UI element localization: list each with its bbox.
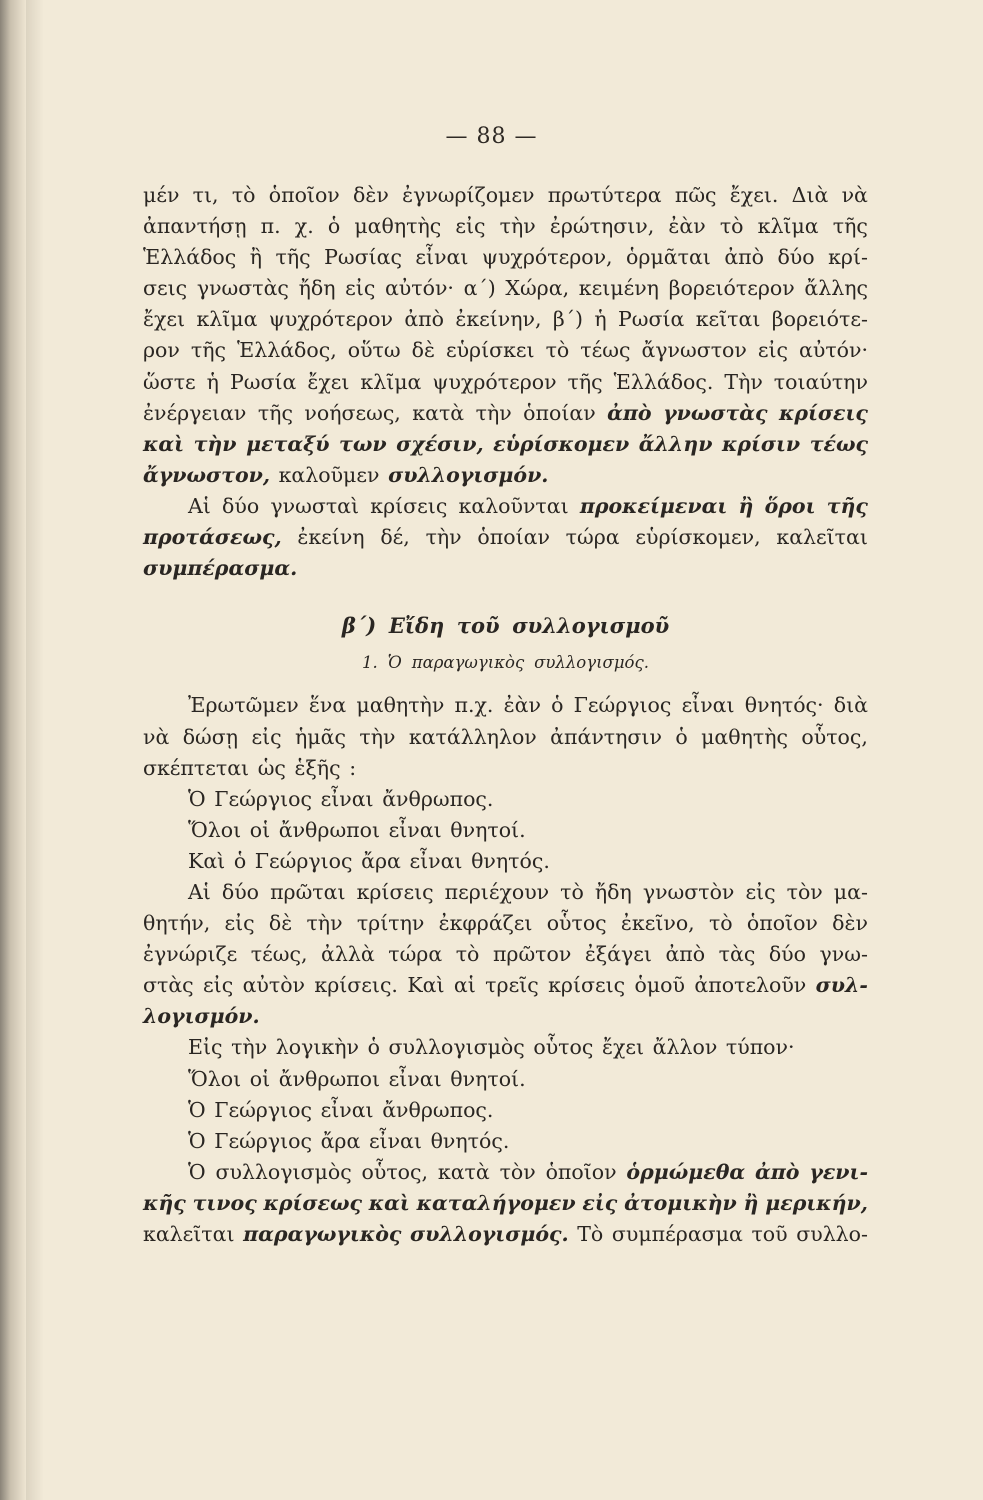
- word: οἱ: [249, 1066, 271, 1091]
- word: ἤδη: [594, 879, 632, 904]
- word: ἐκείνην,: [455, 307, 542, 332]
- word: οὗτος: [546, 911, 607, 936]
- word: β΄): [341, 613, 377, 639]
- word: ἄνθρωπος.: [382, 786, 494, 811]
- word: τὸ: [231, 183, 256, 207]
- word: Ὁ: [188, 1097, 206, 1122]
- emphasized-word: κρίσεις: [779, 400, 868, 425]
- word: ἄνθρωποι: [278, 817, 381, 842]
- text-line: [143, 970, 868, 1001]
- text-line: [143, 1001, 868, 1032]
- emphasized-word: καὶ: [368, 1190, 410, 1215]
- word: εἶναι: [681, 693, 735, 718]
- subsection-heading: [143, 647, 868, 678]
- word: γνωσταὶ: [270, 493, 360, 518]
- word: Τὴν: [724, 369, 763, 394]
- word: οὗτος,: [361, 1159, 429, 1184]
- emphasized-word: ἄλλην: [638, 431, 713, 456]
- word: τὴν: [306, 911, 343, 936]
- word: συλλογισμοῦ: [512, 613, 670, 639]
- word: τρίτην: [356, 911, 425, 936]
- word: κειμένη: [578, 276, 659, 301]
- word: τὴν: [359, 724, 396, 749]
- emphasized-word: ὁρμώμεθα: [626, 1159, 746, 1184]
- book-spine-shadow: [0, 0, 26, 1500]
- word: παραγωγικὸς: [411, 653, 525, 673]
- word: Ρωσία: [617, 307, 685, 332]
- text-line: [143, 1032, 868, 1063]
- word: μα-: [833, 879, 868, 904]
- word: τώρα: [565, 525, 620, 550]
- word: ἐκείνη: [297, 525, 365, 550]
- word: εὑρίσκει: [445, 338, 535, 363]
- word: γνωστὰς: [196, 276, 289, 301]
- word: ὁρμᾶται: [626, 245, 711, 270]
- word: εἶναι: [320, 1097, 374, 1122]
- text-line: [143, 335, 868, 366]
- word: Ὅλοι: [188, 817, 242, 842]
- text-line: [143, 690, 868, 721]
- word: Γεώργιος: [573, 693, 672, 718]
- word: μαθητὴς: [354, 214, 442, 239]
- word: κατὰ: [412, 400, 465, 425]
- emphasized-word: λογισμόν.: [143, 1004, 260, 1029]
- word: Ἐρωτῶμεν: [188, 693, 299, 718]
- word: Ἑλλάδος.: [613, 369, 714, 394]
- word: δέ,: [380, 525, 410, 550]
- word: δύο: [221, 879, 260, 904]
- word: αἱ: [453, 973, 476, 998]
- word: ἐγνώριζε: [143, 942, 238, 967]
- word: τὴν: [475, 400, 512, 425]
- word: Ρωσίας: [324, 245, 402, 270]
- word: κλῖμα: [196, 307, 258, 332]
- text-line: [143, 1064, 868, 1095]
- emphasized-word: προτάσεως,: [143, 525, 282, 550]
- emphasized-word: τῆς: [826, 493, 868, 518]
- word: ὡς: [257, 755, 286, 780]
- word: π.: [260, 214, 281, 239]
- word: γνω-: [819, 942, 868, 967]
- word: Ρωσία: [229, 369, 297, 394]
- word: ψυχρότερον: [268, 307, 393, 332]
- emphasized-word: ἢ: [738, 493, 754, 518]
- word: εἰς: [203, 973, 234, 998]
- word: θητήν,: [143, 911, 211, 936]
- word: ἀποτελοῦν: [694, 973, 807, 998]
- text-line: [143, 429, 868, 460]
- word: τέως,: [250, 942, 308, 967]
- word: Καὶ: [407, 973, 445, 998]
- word: ὁ: [675, 724, 688, 749]
- word: πρῶται: [270, 879, 346, 904]
- word: ἀπάντησιν: [550, 724, 662, 749]
- word: Καὶ: [188, 848, 226, 873]
- word: εἶναι: [388, 817, 442, 842]
- word: ἄνθρωπος.: [382, 1097, 494, 1122]
- word: τὸ: [560, 879, 584, 904]
- emphasized-word: συλ-: [815, 973, 868, 998]
- word: ἔχει.: [729, 183, 779, 207]
- word: β΄): [552, 307, 583, 332]
- word: ὁποίαν: [523, 400, 596, 425]
- word: ἡμᾶς: [295, 724, 346, 749]
- word: κεῖται: [695, 307, 761, 332]
- word: εὑρίσκομεν,: [635, 525, 761, 550]
- word: 1.: [362, 653, 378, 673]
- word: γνωστὸν: [642, 879, 735, 904]
- word: κρίσεις: [370, 493, 448, 518]
- text-line: [143, 1188, 868, 1219]
- word: μέν: [143, 183, 180, 207]
- word: Γεώργιος: [214, 1128, 312, 1153]
- word: ψυχρότερον,: [481, 245, 613, 270]
- word: ἄλλον: [652, 1035, 718, 1060]
- word: Αἱ: [188, 879, 211, 904]
- word: νὰ: [143, 724, 170, 749]
- text-line: [143, 180, 868, 211]
- word: τὸ: [708, 911, 733, 936]
- emphasized-word: κρίσεως: [263, 1190, 362, 1215]
- text-line: [143, 242, 868, 273]
- word: τῆς: [567, 369, 603, 394]
- word: τι,: [192, 183, 219, 207]
- word: π.χ.: [454, 693, 494, 718]
- word: κρίσεις: [356, 879, 434, 904]
- word: χ.: [294, 214, 314, 239]
- emphasized-word: εἰς: [582, 1190, 618, 1215]
- word: αὐτόν·: [384, 276, 454, 301]
- word: ὁποῖον: [545, 1159, 617, 1184]
- word: τύπον·: [725, 1035, 795, 1060]
- word: τῆς: [257, 400, 293, 425]
- text-line: [143, 460, 868, 491]
- text-line: [143, 908, 868, 939]
- text-line: [143, 815, 868, 846]
- text-line: [143, 273, 868, 304]
- word: αὐτὸν: [242, 973, 306, 998]
- emphasized-word: γνωστὰς: [663, 400, 768, 425]
- text-line: [143, 1126, 868, 1157]
- word: ἀλλὰ: [321, 942, 375, 967]
- word: συμπέρασμα: [611, 1222, 743, 1246]
- emphasized-word: ἀτομικὴν: [624, 1190, 737, 1215]
- word: εἶναι: [409, 848, 463, 873]
- word: οὕτω: [347, 338, 401, 363]
- word: ἔχει: [601, 1035, 645, 1060]
- word: συλλογισμὸς: [215, 1159, 352, 1184]
- word: εἰς: [251, 724, 282, 749]
- word: τῆς: [275, 245, 311, 270]
- emphasized-word: των: [339, 431, 387, 456]
- word: Ἑλλάδος,: [236, 338, 337, 363]
- word: ἔχει: [307, 369, 350, 394]
- emphasized-word: κρίσιν: [721, 431, 801, 456]
- word: εἶναι: [415, 245, 469, 270]
- word: σεις: [143, 276, 188, 301]
- word: θνητοί.: [450, 1066, 526, 1091]
- word: συλλογισμὸς: [388, 1035, 525, 1060]
- word: κατὰ: [437, 1159, 490, 1184]
- word: τώρα: [388, 942, 443, 967]
- word: τοιαύτην: [773, 369, 868, 394]
- word: καλοῦμεν: [278, 462, 380, 487]
- section-heading: [143, 610, 868, 641]
- word: ἐξάγει: [584, 942, 652, 967]
- text-line: [143, 1219, 868, 1250]
- text-line: [143, 491, 868, 522]
- word: τὴν: [425, 525, 462, 550]
- word: δύο: [222, 493, 260, 518]
- word: συλλογισμός.: [534, 653, 649, 673]
- word: ἐκφράζει: [438, 911, 533, 936]
- word: Γεώργιος: [214, 1097, 312, 1122]
- word: ὁ: [551, 693, 564, 718]
- word: τὴν: [499, 214, 536, 239]
- emphasized-word: παραγωγικὸς: [243, 1222, 402, 1246]
- word: εἶναι: [368, 1128, 422, 1153]
- text-line: [143, 1095, 868, 1126]
- word: Διὰ: [791, 183, 829, 207]
- word: κρίσεις: [548, 973, 626, 998]
- word: ἢ: [249, 245, 263, 270]
- word: τὸν: [499, 1159, 536, 1184]
- word: τὸ: [545, 338, 570, 363]
- text-line: [143, 522, 868, 553]
- word: εἶναι: [388, 1066, 442, 1091]
- text-line: [143, 367, 868, 398]
- word: τρεῖς: [485, 973, 539, 998]
- text-line: [143, 877, 868, 908]
- word: θνητός·: [744, 693, 824, 718]
- emphasized-word: τέως: [809, 431, 868, 456]
- word: ἤδη: [298, 276, 336, 301]
- word: :: [349, 755, 357, 780]
- word: κρί-: [828, 245, 868, 270]
- text-line: [143, 553, 868, 584]
- word: Ὁ: [188, 786, 206, 811]
- word: εἰς: [757, 338, 789, 363]
- word: εἰς: [224, 911, 255, 936]
- body-text: [143, 180, 868, 1250]
- text-line: [143, 398, 868, 429]
- text-line: [143, 784, 868, 815]
- word: ὁ: [233, 848, 247, 873]
- word: θνητός.: [471, 848, 550, 873]
- gutter-shadow: [26, 0, 44, 1500]
- word: κατάλληλον: [408, 724, 537, 749]
- word: βορειότερον: [668, 276, 795, 301]
- word: πρωτύτερα: [547, 183, 662, 207]
- emphasized-word: ὅροι: [764, 493, 816, 518]
- word: στὰς: [143, 973, 194, 998]
- word: μαθητὴς: [701, 724, 788, 749]
- emphasized-word: ἢ: [743, 1190, 759, 1215]
- word: Ὁ: [387, 653, 402, 673]
- word: κρίσεις.: [314, 973, 398, 998]
- word: τοῦ: [751, 1222, 788, 1246]
- word: α΄): [463, 276, 496, 301]
- word: Ὁ: [188, 1159, 206, 1184]
- word: τὸ: [455, 942, 480, 967]
- word: ἡ: [206, 369, 219, 394]
- word: ὁμοῦ: [634, 973, 685, 998]
- word: εἰς: [455, 214, 486, 239]
- word: εἰς: [345, 276, 376, 301]
- word: ἄγνωστον: [641, 338, 747, 363]
- word: δύο: [777, 245, 815, 270]
- emphasized-word: καὶ: [143, 431, 185, 456]
- word: αὐτόν·: [799, 338, 868, 363]
- word: ἐκεῖνο,: [620, 911, 695, 936]
- emphasized-word: ἀπὸ: [755, 1159, 800, 1184]
- word: πῶς: [674, 183, 717, 207]
- line-spacer: [143, 584, 868, 610]
- word: ἀπαντήσῃ: [143, 214, 247, 239]
- word: Γεώργιος: [254, 848, 353, 873]
- word: περιέχουν: [444, 879, 550, 904]
- word: Τὸ: [577, 1222, 604, 1246]
- emphasized-word: σχέσιν,: [396, 431, 484, 456]
- word: θνητοί.: [450, 817, 526, 842]
- word: ἡ: [594, 307, 607, 332]
- word: σκέπτεται: [143, 755, 250, 780]
- emphasized-word: προκείμεναι: [579, 493, 728, 518]
- word: νὰ: [841, 183, 868, 207]
- word: ἑξῆς: [294, 755, 341, 780]
- word: ὁ: [367, 1035, 380, 1060]
- word: ρον: [143, 338, 180, 363]
- word: δὲ: [411, 338, 435, 363]
- text-line: [143, 846, 868, 877]
- word: ἄλλης: [804, 276, 868, 301]
- word: Γεώργιος: [214, 786, 312, 811]
- text-line: [143, 1157, 868, 1188]
- page-number: — 88 —: [445, 124, 538, 149]
- word: τῆς: [190, 338, 226, 363]
- word: θνητός.: [430, 1128, 510, 1153]
- word: τῆς: [832, 214, 868, 239]
- word: νοήσεως,: [304, 400, 401, 425]
- word: δὲ: [268, 911, 293, 936]
- word: ἀπὸ: [404, 307, 444, 332]
- word: βορειότε-: [771, 307, 868, 332]
- word: Αἱ: [188, 493, 211, 518]
- word: τέως: [580, 338, 631, 363]
- word: Ὁ: [188, 1128, 206, 1153]
- emphasized-word: τὴν: [193, 431, 237, 456]
- word: καλεῖται: [776, 525, 868, 550]
- emphasized-word: τινος: [192, 1190, 257, 1215]
- word: τὸ: [719, 214, 744, 239]
- word: ἐνέργειαν: [143, 400, 247, 425]
- text-line: [143, 722, 868, 753]
- word: κλῖμα: [757, 214, 819, 239]
- word: ψυχρότερον: [432, 369, 557, 394]
- word: ἀπὸ: [665, 942, 706, 967]
- word: ἄρα: [361, 848, 401, 873]
- word: τὴν: [231, 1035, 268, 1060]
- word: καλεῖται: [143, 1222, 235, 1246]
- word: τὸν: [786, 879, 823, 904]
- word: λογικὴν: [275, 1035, 359, 1060]
- word: εἶναι: [320, 786, 374, 811]
- word: μαθητὴν: [356, 693, 445, 718]
- word: διὰ: [833, 693, 868, 718]
- emphasized-word: ἄγνωστον,: [143, 462, 270, 487]
- word: δὲν: [832, 911, 868, 936]
- word: Ἑλλάδος: [143, 245, 237, 270]
- word: Ὅλοι: [188, 1066, 242, 1091]
- word: Χώρα,: [505, 276, 570, 301]
- word: ἐὰν: [668, 214, 706, 239]
- emphasized-word: εὑρίσκομεν: [493, 431, 630, 456]
- word: οὗτος,: [801, 724, 868, 749]
- word: πρῶτον: [492, 942, 572, 967]
- word: δώσῃ: [182, 724, 239, 749]
- word: Εἴδη: [388, 613, 445, 639]
- word: ἐὰν: [503, 693, 541, 718]
- word: ἔχει: [143, 307, 186, 332]
- word: ὁποῖον: [746, 911, 818, 936]
- word: ἐρώτησιν,: [549, 214, 655, 239]
- word: ἕνα: [308, 693, 347, 718]
- word: Εἰς: [188, 1035, 223, 1060]
- text-line: [143, 939, 868, 970]
- word: ἀπὸ: [724, 245, 764, 270]
- word: ὁ: [327, 214, 341, 239]
- word: εἰς: [745, 879, 776, 904]
- emphasized-word: συλλογισμόν.: [388, 462, 549, 487]
- emphasized-word: μεταξύ: [246, 431, 330, 456]
- word: ὁποίαν: [477, 525, 550, 550]
- word: καλοῦνται: [458, 493, 569, 518]
- word: δύο: [768, 942, 806, 967]
- text-line: [143, 753, 868, 784]
- word: ὁποῖον: [268, 183, 340, 207]
- emphasized-word: γενι-: [809, 1159, 868, 1184]
- emphasized-word: μερικήν,: [765, 1190, 868, 1215]
- word: κλῖμα: [360, 369, 422, 394]
- emphasized-word: κῆς: [143, 1190, 186, 1215]
- emphasized-word: καταλήγομεν: [416, 1190, 576, 1215]
- text-line: [143, 304, 868, 335]
- emphasized-word: συλλογισμός.: [410, 1222, 569, 1246]
- word: ὥστε: [143, 369, 196, 394]
- word: τοῦ: [456, 613, 500, 639]
- emphasized-word: συμπέρασμα.: [143, 556, 298, 581]
- word: οἱ: [249, 817, 271, 842]
- line-spacer: [143, 678, 868, 690]
- word: ἄνθρωποι: [278, 1066, 381, 1091]
- emphasized-word: ἀπὸ: [607, 400, 652, 425]
- text-line: [143, 211, 868, 242]
- word: οὗτος: [533, 1035, 594, 1060]
- word: ἐγνωρίζομεν: [402, 183, 535, 207]
- word: δὲν: [353, 183, 389, 207]
- word: ἄρα: [320, 1128, 361, 1153]
- word: τὰς: [718, 942, 756, 967]
- word: συλλο-: [796, 1222, 868, 1246]
